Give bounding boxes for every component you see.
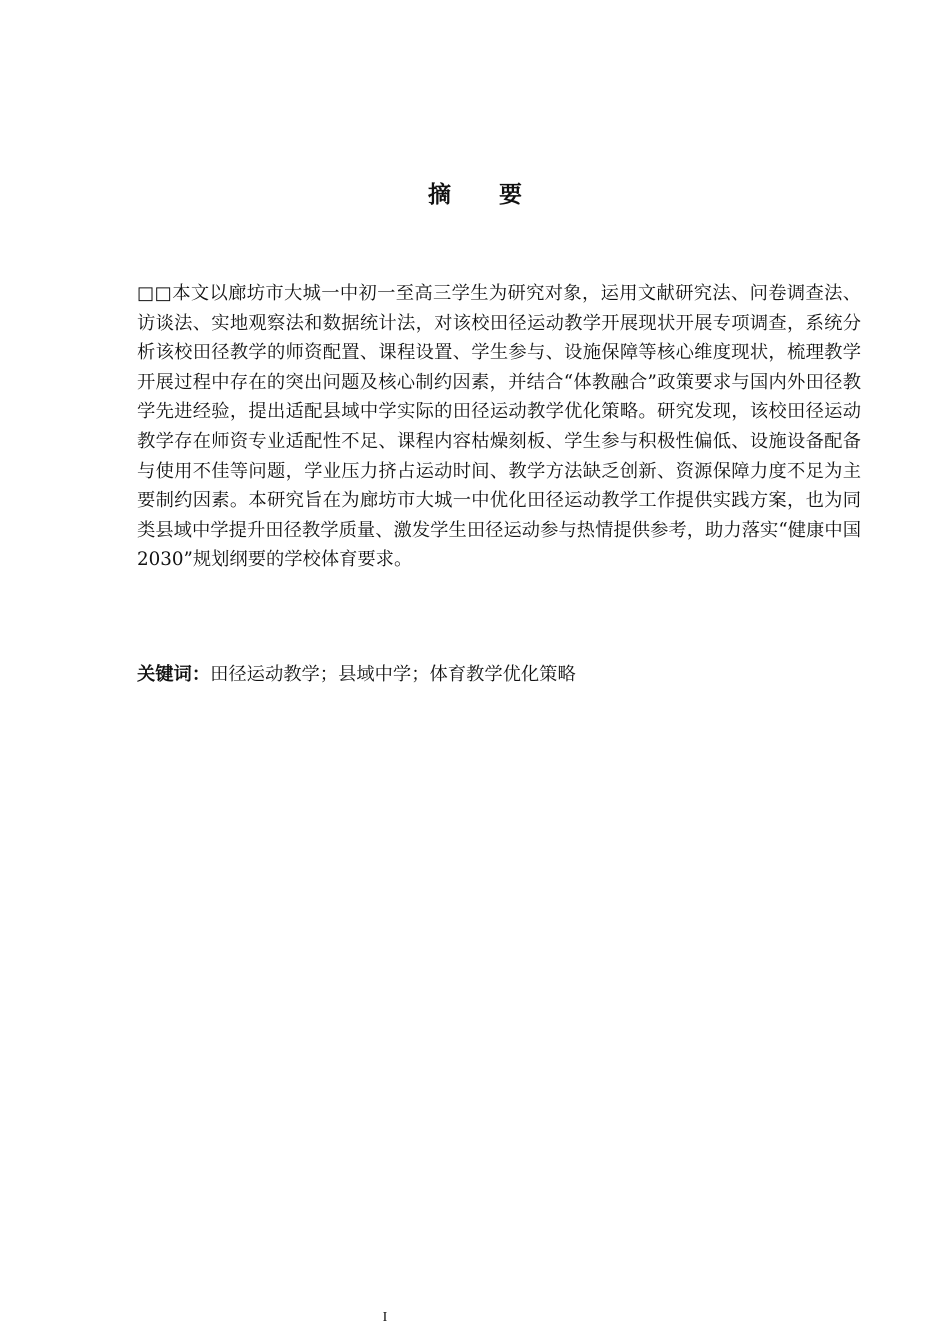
- heading-char-1: 摘: [428, 182, 451, 208]
- heading-char-2: 要: [499, 182, 522, 208]
- keywords-label: 关键词：: [137, 664, 211, 685]
- page-number: I: [382, 1310, 388, 1325]
- abstract-body: □□本文以廊坊市大城一中初一至高三学生为研究对象，运用文献研究法、问卷调查法、访谈法、实地观察法和数据统计法，对该校田径运动教学开展现状开展专项调查，系统分析该校田径教学的师资配置、课程设置、学生参与、设施保障等核心维度现状，梳理教学开展过程中存在的突出问题及核心制约因素，并结合“体教融合”政策要求与国内外田径教学先进经验，提出适配县域中学实际的田径运动教学优化策略。研究发现，该校田径运动教学存在师资专业适配性不足、课程内容枯燥刻板、学生参与积极性偏低、设施设备配备与使用不佳等问题，学业压力挤占运动时间、教学方法缺乏创新、资源保障力度不足为主要制约因素。本研究旨在为廊坊市大城一中优化田径运动教学工作提供实践方案，也为同类县域中学提升田径教学质量、激发学生田径运动参与热情提供参考，助力落实“健康中国2030”规划纲要的学校体育要求。: [137, 283, 861, 571]
- keywords-text: 田径运动教学；县域中学；体育教学优化策略: [210, 664, 576, 685]
- keywords-line: [137, 660, 861, 690]
- abstract-heading: [0, 176, 950, 209]
